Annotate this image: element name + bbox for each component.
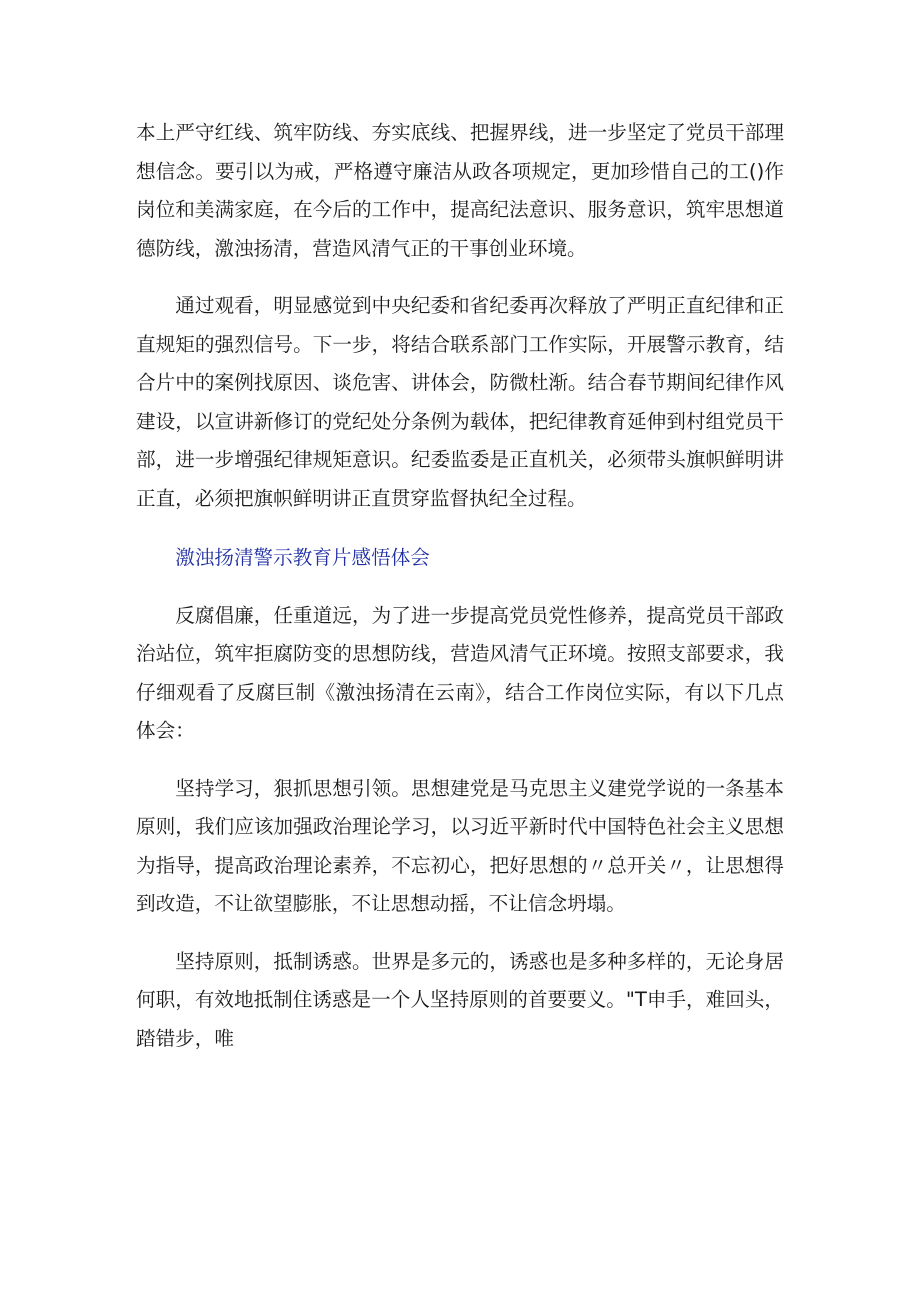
paragraph-continued: 本上严守红线、筑牢防线、夯实底线、把握界线，进一步坚定了党员干部理想信念。要引以为戒，严格遵守廉洁从政各项规定，更加珍惜自己的工()作岗位和美满家庭，在今后的工作中，提高纪法意识、服务意识，筑牢思想道德防线，激浊扬清，营造风清气正的干事创业环境。	[136, 121, 784, 260]
paragraph-principle: 坚持原则，抵制诱惑。世界是多元的，诱惑也是多种多样的，无论身居何职，有效地抵制住诱惑是一个人坚持原则的首要要义。"T申手，难回头，踏错步，唯	[136, 949, 784, 1050]
paragraph-study: 坚持学习，狠抓思想引领。思想建党是马克思主义建党学说的一条基本原则，我们应该加强政治理论学习，以习近平新时代中国特色社会主义思想为指导，提高政治理论素养，不忘初心，把好思想的〃总开关〃，让思想得到改造，不让欲望膨胀，不让思想动摇，不让信念坍塌。	[136, 776, 784, 915]
section-heading: 激浊扬清警示教育片感悟体会	[175, 546, 430, 569]
document-body	[136, 114, 784, 1058]
paragraph-observation: 通过观看，明显感觉到中央纪委和省纪委再次释放了严明正直纪律和正直规矩的强烈信号。下一步，将结合联系部门工作实际，开展警示教育，结合片中的案例找原因、谈危害、讲体会，防微杜渐。结合春节期间纪律作风建设，以宣讲新修订的党纪处分条例为载体，把纪律教育延伸到村组党员干部，进一步增强纪律规矩意识。纪委监委是正直机关，必须带头旗帜鲜明讲正直，必须把旗帜鲜明讲正直贯穿监督执纪全过程。	[136, 294, 784, 510]
paragraph-intro: 反腐倡廉，任重道远，为了进一步提高党员党性修养，提高党员干部政治站位，筑牢拒腐防变的思想防线，营造风清气正环境。按照支部要求，我仔细观看了反腐巨制《激浊扬清在云南》，结合工作岗位实际，有以下几点体会：	[136, 603, 784, 742]
